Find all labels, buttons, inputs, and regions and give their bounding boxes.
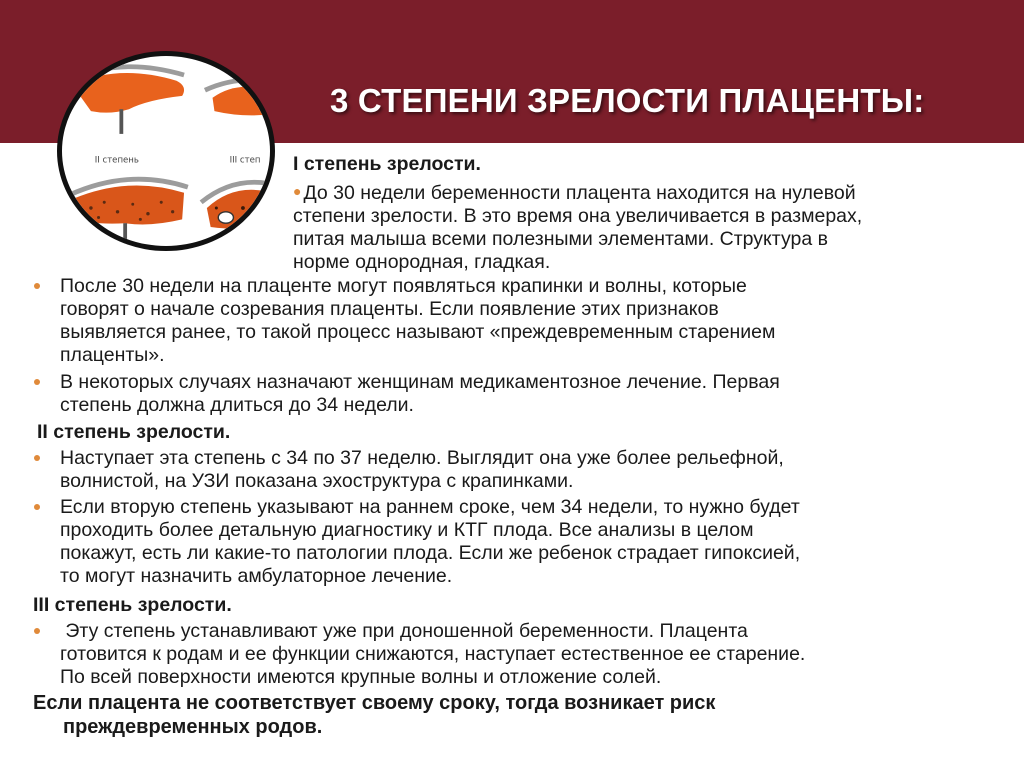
bullet-icon	[34, 628, 40, 634]
text-line: выявляется ранее, то такой процесс называют «преждевременным старением	[60, 321, 776, 343]
section1-intro-line: питая малыша всеми полезными элементами. Структура в	[293, 228, 828, 250]
text-line: Если плацента не соответствует своему сроку, тогда возникает риск	[33, 692, 716, 714]
bullet-icon	[34, 283, 40, 289]
bullet-icon	[34, 504, 40, 510]
text-line: готовится к родам и ее функции снижаются, наступает естественное ее старение.	[60, 643, 806, 665]
section1-bullet2	[60, 371, 990, 417]
section2-bullet2	[60, 496, 990, 588]
section1-intro-line: норме однородная, гладкая.	[293, 251, 551, 273]
section1-intro-line: степени зрелости. В это время она увеличивается в размерах,	[293, 205, 863, 227]
text-line: степень должна длиться до 34 недели.	[60, 394, 414, 416]
text-line: Наступает эта степень с 34 по 37 неделю. Выглядит она уже более рельефной,	[60, 447, 784, 469]
label-iii: III степ	[229, 155, 261, 166]
text-line: плаценты».	[60, 344, 165, 366]
text-line: Эту степень устанавливают уже при доношенной беременности. Плацента	[60, 620, 748, 642]
text-line: После 30 недели на плаценте могут появляться крапинки и волны, которые	[60, 275, 747, 297]
text-line: то могут назначить амбулаторное лечение.	[60, 565, 453, 587]
bullet-icon	[34, 379, 40, 385]
text-line: волнистой, на УЗИ показана эхоструктура с крапинками.	[60, 470, 574, 492]
section2-heading: II степень зрелости.	[37, 421, 231, 443]
text-line: преждевременных родов.	[63, 716, 323, 738]
section2-bullet1	[60, 447, 990, 493]
text-line: Если вторую степень указывают на раннем сроке, чем 34 недели, то нужно будет	[60, 496, 800, 518]
text-line: покажут, есть ли какие-то патологии плода. Если же ребенок страдает гипоксией,	[60, 542, 801, 564]
text-line: проходить более детальную диагностику и КТГ плода. Все анализы в целом	[60, 519, 754, 541]
placenta-maturity-illustration	[57, 51, 275, 251]
text-line: В некоторых случаях назначают женщинам медикаментозное лечение. Первая	[60, 371, 780, 393]
section1-intro-line: ● До 30 недели беременности плацента находится на нулевой	[293, 182, 856, 204]
bullet-icon: ●	[293, 183, 302, 199]
section1-heading: I степень зрелости.	[293, 153, 481, 175]
placenta-diagram-graphic	[62, 56, 270, 246]
slide-title: 3 СТЕПЕНИ ЗРЕЛОСТИ ПЛАЦЕНТЫ:	[330, 82, 925, 119]
section3-heading: III степень зрелости.	[33, 594, 232, 616]
bullet-icon	[34, 455, 40, 461]
text-line: По всей поверхности имеются крупные волны и отложение солей.	[60, 666, 662, 688]
text-line: говорят о начале созревания плаценты. Если появление этих признаков	[60, 298, 719, 320]
section3-bullet1	[60, 620, 990, 689]
label-ii: II степень	[94, 155, 139, 166]
section1-bullet1	[60, 275, 990, 367]
conclusion	[33, 691, 993, 739]
section1-intro	[293, 180, 1013, 274]
